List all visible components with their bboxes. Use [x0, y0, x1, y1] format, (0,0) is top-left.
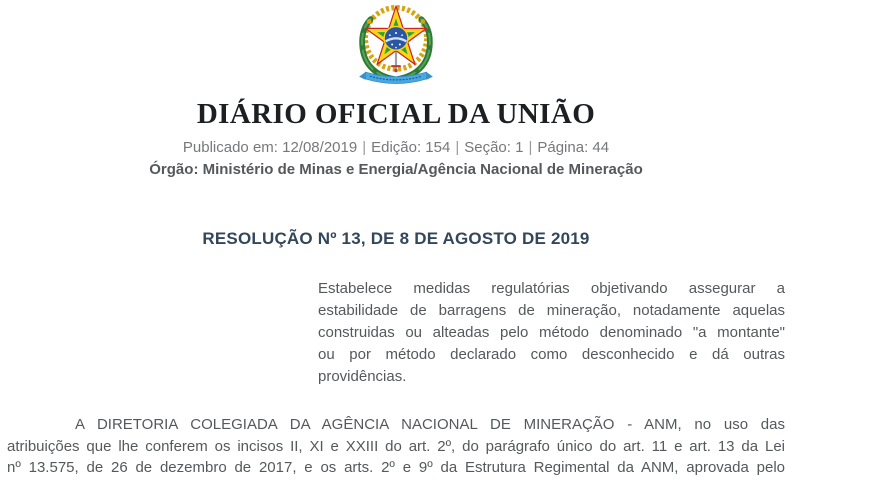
resolution-body [7, 414, 785, 479]
summary-line: ou por método declarado como desconhecido e dá outras [318, 346, 785, 363]
body-line: A DIRETORIA COLEGIADA DA AGÊNCIA NACIONAL DE MINERAÇÃO - ANM, no uso das [75, 416, 785, 433]
page-root [7, 1, 785, 479]
organ-line: Órgão: Ministério de Minas e Energia/Agência Nacional de Mineração [149, 161, 643, 178]
publication-meta [7, 139, 785, 156]
masthead-title: DIÁRIO OFICIAL DA UNIÃO [196, 98, 596, 130]
summary-line: Estabelece medidas regulatórias objetivando assegurar a [318, 280, 785, 297]
meta-separator: | [455, 139, 460, 156]
resolution-summary [318, 278, 785, 388]
summary-line: providências. [318, 368, 407, 385]
meta-edition: Edição: 154 [371, 139, 451, 156]
resolution-article [7, 229, 785, 479]
summary-line: construidas ou alteadas pelo método denominado "a montante" [318, 324, 785, 341]
meta-page: Página: 44 [537, 139, 610, 156]
resolution-title: RESOLUÇÃO Nº 13, DE 8 DE AGOSTO DE 2019 [202, 229, 590, 248]
summary-line: estabilidade de barragens de mineração, notadamente aquelas [318, 302, 785, 319]
meta-separator: | [528, 139, 533, 156]
meta-published: Publicado em: 12/08/2019 [182, 139, 358, 156]
body-line: nº 13.575, de 26 de dezembro de 2017, e os arts. 2º e 9º da Estrutura Regimental da ANM, aprovada pelo [7, 459, 785, 477]
meta-separator: | [362, 139, 367, 156]
body-line: atribuições que lhe conferem os incisos II, XI e XXIII do art. 2º, do parágrafo único do art. 11 e art. 13 da Lei [7, 437, 785, 455]
meta-section: Seção: 1 [464, 139, 524, 156]
brazil-coat-of-arms-icon [350, 1, 442, 91]
masthead [7, 1, 785, 178]
